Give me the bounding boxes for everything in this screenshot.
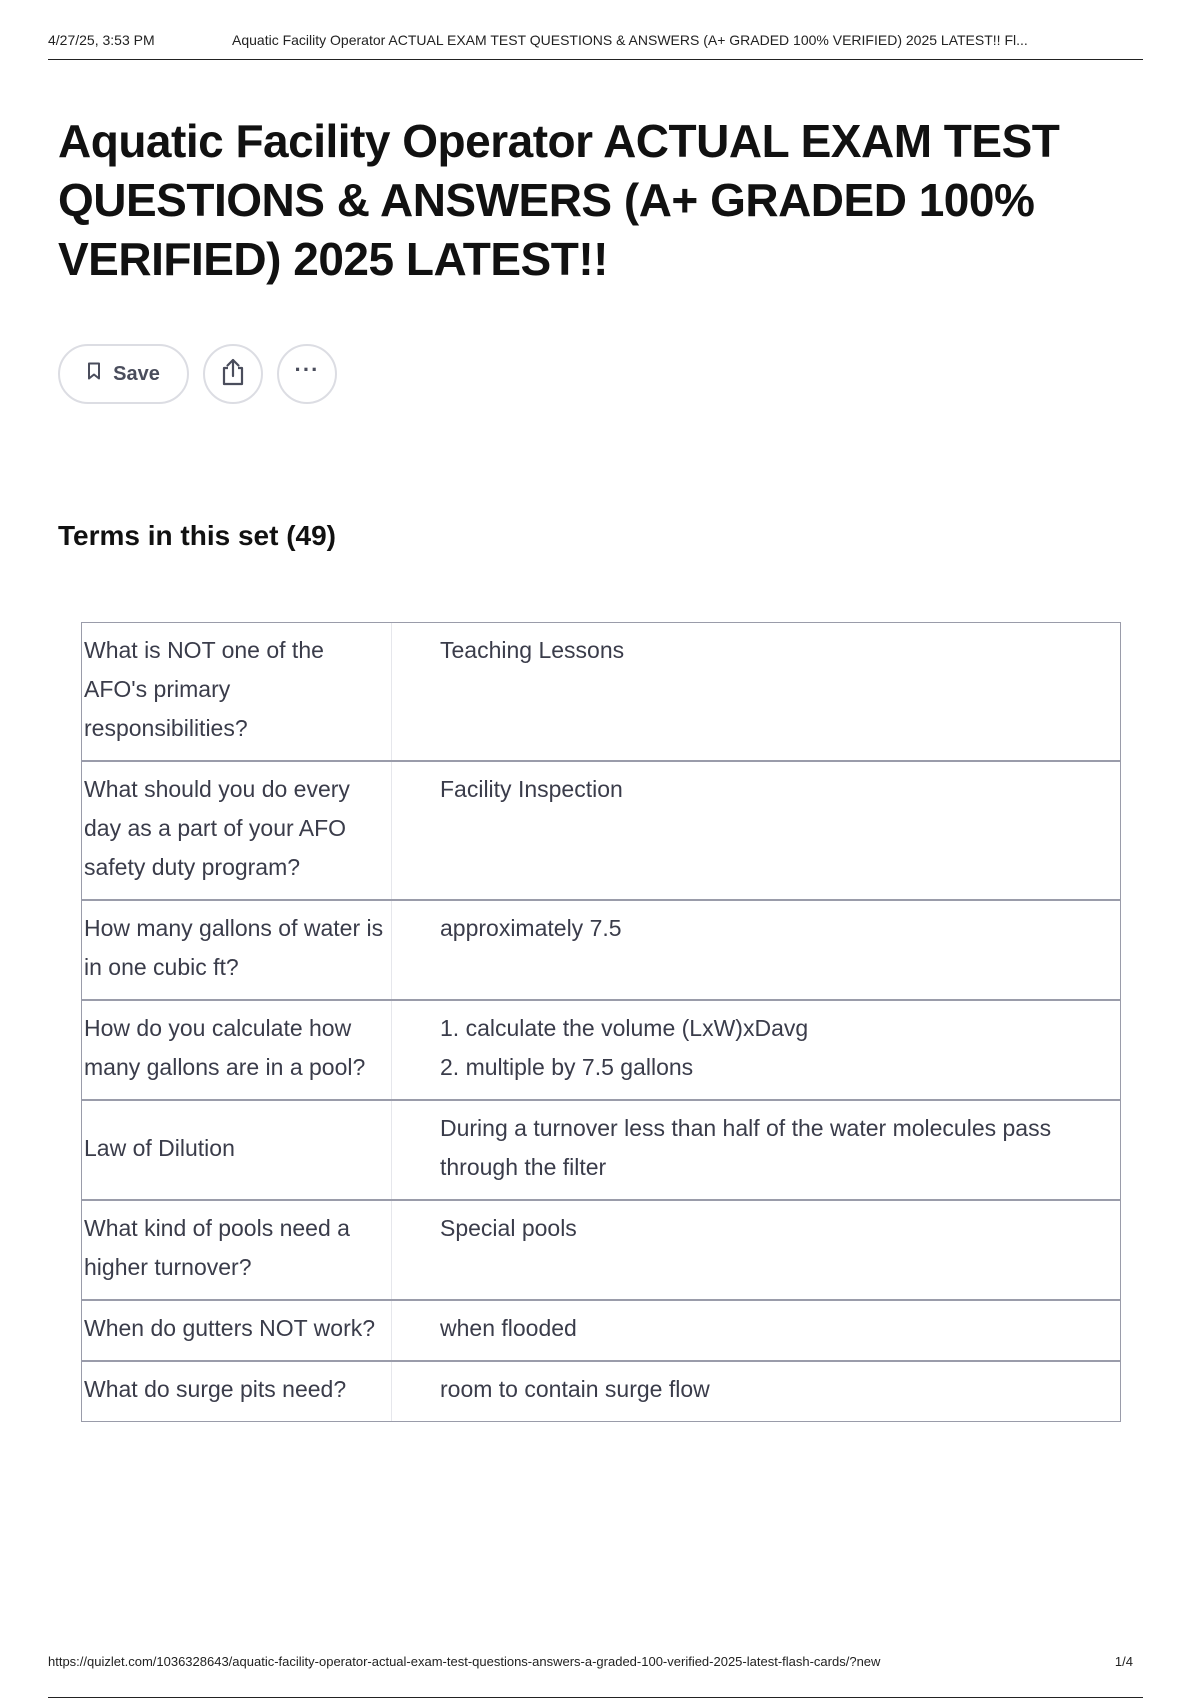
save-button-label: Save — [113, 362, 160, 385]
table-row — [82, 623, 1120, 760]
term-answer: During a turnover less than half of the water molecules pass through the filter — [440, 1115, 1052, 1180]
table-row — [82, 1299, 1120, 1360]
term-answer: Teaching Lessons — [440, 637, 625, 663]
terms-table — [81, 622, 1121, 1422]
save-button[interactable] — [58, 344, 189, 404]
term-question: How do you calculate how many gallons are in a pool? — [82, 1001, 392, 1099]
print-url: https://quizlet.com/1036328643/aquatic-facility-operator-actual-exam-test-questions-answers-a-graded-100-verified-2025-latest-flash-cards/?new — [48, 1654, 881, 1669]
table-row — [82, 760, 1120, 899]
table-row — [82, 1199, 1120, 1299]
action-bar — [58, 344, 337, 404]
terms-heading: Terms in this set (49) — [58, 520, 337, 551]
term-question: What is NOT one of the AFO's primary responsibilities? — [82, 623, 392, 760]
term-answer: room to contain surge flow — [440, 1376, 710, 1402]
term-answer: approximately 7.5 — [440, 915, 622, 941]
term-answer: Facility Inspection — [440, 776, 623, 802]
more-options-button[interactable] — [277, 344, 337, 404]
term-answer: Special pools — [440, 1215, 577, 1241]
table-row — [82, 1099, 1120, 1199]
print-footer — [48, 1640, 1143, 1698]
page-number: 1/4 — [1114, 1654, 1133, 1669]
print-header — [48, 28, 1143, 60]
term-question: What should you do every day as a part of your AFO safety duty program? — [82, 762, 392, 899]
term-question: When do gutters NOT work? — [82, 1301, 392, 1360]
more-dots-icon: ··· — [294, 357, 320, 382]
term-question: What kind of pools need a higher turnover? — [82, 1201, 392, 1299]
page-title: Aquatic Facility Operator ACTUAL EXAM TEST QUESTIONS & ANSWERS (A+ GRADED 100% VERIFIED) 2025 LATEST!! — [58, 115, 1060, 285]
print-doc-title: Aquatic Facility Operator ACTUAL EXAM TEST QUESTIONS & ANSWERS (A+ GRADED 100% VERIFIED) 2025 LATEST!! Fl... — [232, 32, 1028, 48]
share-icon — [219, 357, 247, 392]
table-row — [82, 899, 1120, 999]
table-row — [82, 1360, 1120, 1421]
term-question: Law of Dilution — [82, 1101, 392, 1199]
share-button[interactable] — [203, 344, 263, 404]
bookmark-icon — [87, 362, 101, 386]
term-answer: when flooded — [440, 1315, 577, 1341]
term-question: How many gallons of water is in one cubic ft? — [82, 901, 392, 999]
term-answer: 1. calculate the volume (LxW)xDavg 2. multiple by 7.5 gallons — [440, 1015, 809, 1080]
print-date: 4/27/25, 3:53 PM — [48, 32, 155, 48]
table-row — [82, 999, 1120, 1099]
term-question: What do surge pits need? — [82, 1362, 392, 1421]
